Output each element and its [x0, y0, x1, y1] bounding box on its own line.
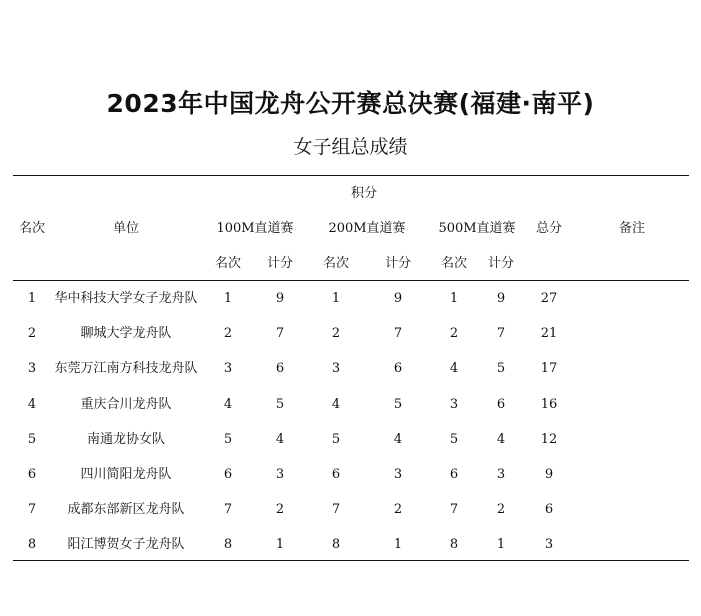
cell-200-score: 6: [393, 361, 403, 376]
cell-200-rank: 4: [331, 397, 341, 412]
cell-unit: 成都东部新区龙舟队: [67, 502, 185, 517]
cell-100-rank: 1: [223, 291, 233, 306]
cell-total: 12: [540, 432, 558, 447]
cell-200-score: 2: [393, 502, 403, 517]
cell-rank: 7: [27, 502, 37, 517]
page-subtitle: 女子组总成绩: [293, 136, 408, 158]
cell-unit: 华中科技大学女子龙舟队: [54, 291, 198, 306]
cell-rank: 1: [27, 291, 37, 306]
header-race-100: 100M直道赛: [216, 221, 294, 236]
cell-100-score: 6: [275, 361, 285, 376]
cell-200-rank: 6: [331, 467, 341, 482]
cell-500-rank: 1: [449, 291, 459, 306]
cell-200-score: 9: [393, 291, 403, 306]
cell-100-score: 9: [275, 291, 285, 306]
header-200-rank: 名次: [322, 256, 350, 271]
cell-500-rank: 8: [449, 537, 459, 552]
cell-rank: 2: [27, 326, 37, 341]
cell-rank: 3: [27, 361, 37, 376]
cell-total: 16: [540, 397, 558, 412]
cell-500-rank: 6: [449, 467, 459, 482]
cell-total: 27: [540, 291, 558, 306]
cell-500-score: 7: [496, 326, 506, 341]
cell-200-rank: 3: [331, 361, 341, 376]
cell-200-score: 5: [393, 397, 403, 412]
cell-100-score: 5: [275, 397, 285, 412]
header-100-rank: 名次: [214, 256, 242, 271]
header-remark: 备注: [618, 221, 646, 236]
cell-100-score: 7: [275, 326, 285, 341]
cell-200-rank: 5: [331, 432, 341, 447]
cell-500-score: 2: [496, 502, 506, 517]
cell-unit: 聊城大学龙舟队: [80, 326, 172, 341]
cell-200-score: 7: [393, 326, 403, 341]
cell-total: 6: [544, 502, 554, 517]
table-header-rule: [13, 280, 689, 281]
header-total: 总分: [535, 221, 563, 236]
header-points-group: 积分: [350, 186, 378, 201]
header-unit: 单位: [112, 221, 140, 236]
header-500-rank: 名次: [440, 256, 468, 271]
cell-200-score: 3: [393, 467, 403, 482]
cell-500-score: 6: [496, 397, 506, 412]
table-bottom-rule: [13, 560, 689, 561]
page-title: 2023年中国龙舟公开赛总决赛(福建·南平): [106, 89, 595, 118]
cell-total: 17: [540, 361, 558, 376]
cell-500-score: 5: [496, 361, 506, 376]
cell-100-rank: 6: [223, 467, 233, 482]
cell-total: 21: [540, 326, 558, 341]
cell-total: 9: [544, 467, 554, 482]
cell-500-score: 4: [496, 432, 506, 447]
cell-100-score: 1: [275, 537, 285, 552]
header-race-200: 200M直道赛: [328, 221, 406, 236]
cell-total: 3: [544, 537, 554, 552]
cell-500-rank: 7: [449, 502, 459, 517]
cell-200-rank: 1: [331, 291, 341, 306]
cell-unit: 四川简阳龙舟队: [80, 467, 172, 482]
cell-unit: 东莞万江南方科技龙舟队: [54, 361, 198, 376]
cell-rank: 6: [27, 467, 37, 482]
cell-500-rank: 3: [449, 397, 459, 412]
cell-100-score: 3: [275, 467, 285, 482]
cell-rank: 5: [27, 432, 37, 447]
cell-100-rank: 7: [223, 502, 233, 517]
header-200-score: 计分: [384, 256, 412, 271]
cell-200-rank: 7: [331, 502, 341, 517]
cell-500-score: 1: [496, 537, 506, 552]
cell-500-score: 3: [496, 467, 506, 482]
cell-100-rank: 8: [223, 537, 233, 552]
cell-200-rank: 2: [331, 326, 341, 341]
cell-100-score: 4: [275, 432, 285, 447]
cell-unit: 阳江博贺女子龙舟队: [67, 537, 185, 552]
cell-200-score: 4: [393, 432, 403, 447]
table-top-rule: [13, 175, 689, 176]
header-500-score: 计分: [487, 256, 515, 271]
header-100-score: 计分: [266, 256, 294, 271]
cell-100-rank: 4: [223, 397, 233, 412]
cell-100-score: 2: [275, 502, 285, 517]
cell-rank: 4: [27, 397, 37, 412]
cell-100-rank: 5: [223, 432, 233, 447]
cell-rank: 8: [27, 537, 37, 552]
cell-100-rank: 2: [223, 326, 233, 341]
cell-500-rank: 4: [449, 361, 459, 376]
cell-unit: 重庆合川龙舟队: [80, 397, 172, 412]
cell-500-rank: 2: [449, 326, 459, 341]
cell-100-rank: 3: [223, 361, 233, 376]
header-race-500: 500M直道赛: [438, 221, 516, 236]
cell-200-score: 1: [393, 537, 403, 552]
header-rank: 名次: [18, 221, 46, 236]
cell-unit: 南通龙协女队: [86, 432, 166, 447]
cell-500-score: 9: [496, 291, 506, 306]
cell-500-rank: 5: [449, 432, 459, 447]
cell-200-rank: 8: [331, 537, 341, 552]
